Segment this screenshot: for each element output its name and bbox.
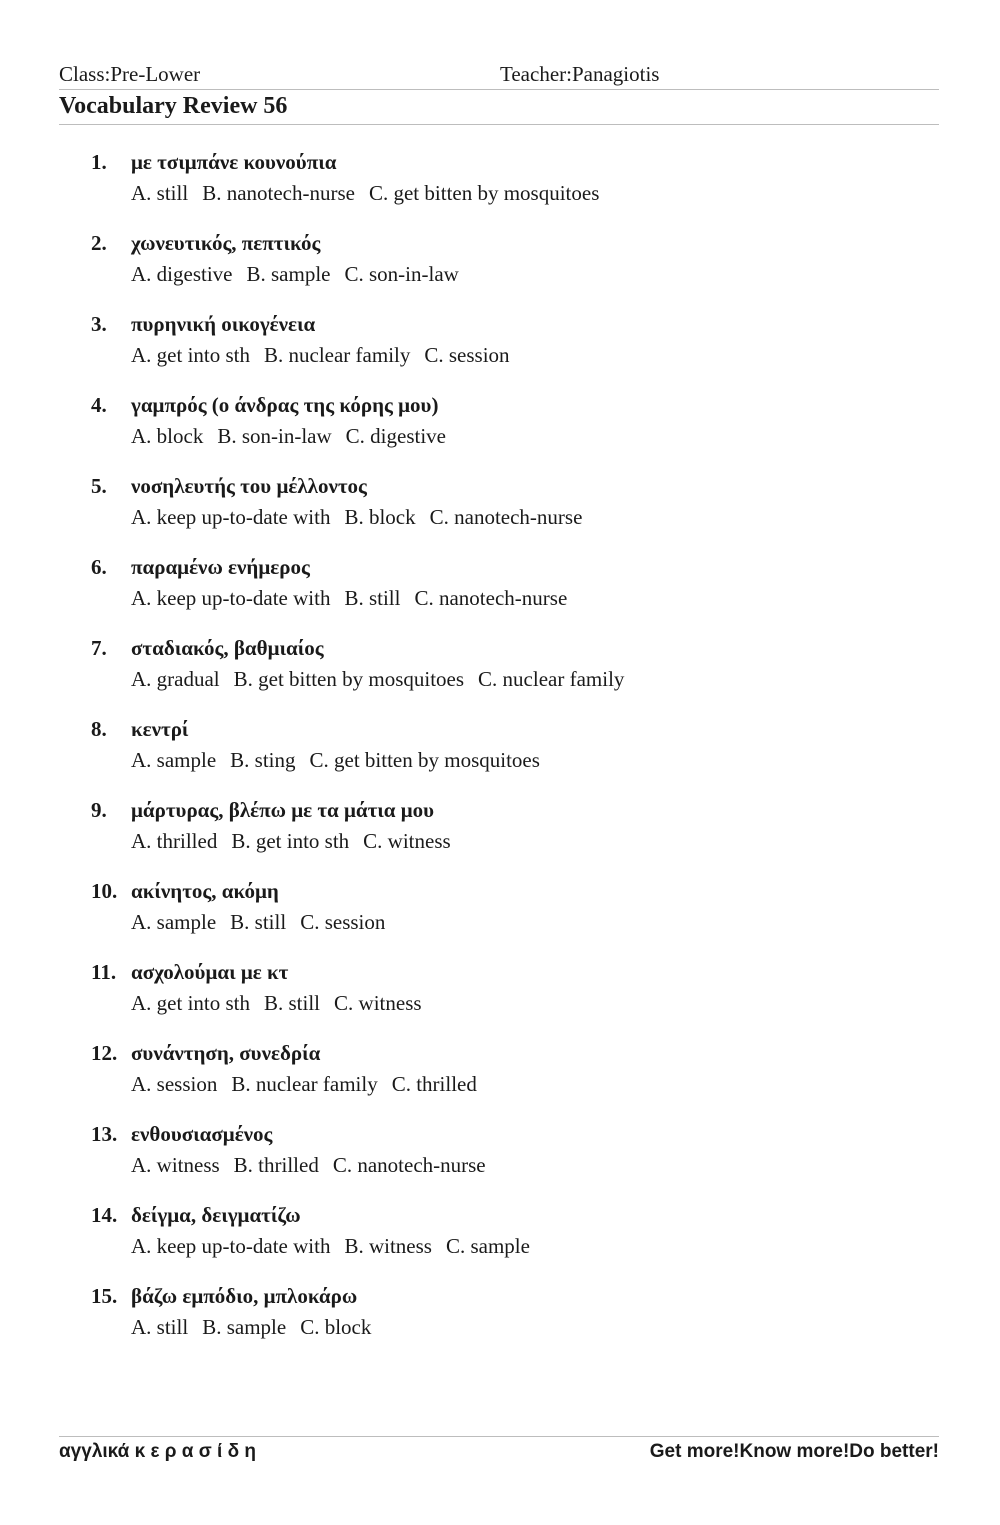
answer-option[interactable]: C. thrilled	[391, 1072, 477, 1096]
question-prompt: χωνευτικός, πεπτικός	[131, 231, 321, 255]
answer-option[interactable]: B. thrilled	[233, 1153, 319, 1177]
answer-option[interactable]: A. sample	[131, 910, 217, 934]
answer-options	[131, 586, 581, 611]
answer-options	[131, 181, 613, 206]
question-item	[91, 1041, 941, 1122]
answer-option[interactable]: C. witness	[363, 829, 451, 853]
class-label: Class:Pre-Lower	[59, 62, 201, 86]
answer-option[interactable]: C. get bitten by mosquitoes	[368, 181, 600, 205]
answer-options	[131, 829, 465, 854]
question-number: 14.	[91, 1203, 118, 1227]
question-item	[91, 150, 941, 231]
question-number: 10.	[91, 879, 118, 903]
teacher-label: Teacher:Panagiotis	[500, 62, 660, 86]
question-item	[91, 1122, 941, 1203]
question-item	[91, 879, 941, 960]
answer-options	[131, 667, 638, 692]
question-prompt: πυρηνική οικογένεια	[131, 312, 316, 336]
answer-option[interactable]: C. get bitten by mosquitoes	[309, 748, 540, 772]
answer-option[interactable]: A. keep up-to-date with	[131, 505, 331, 529]
answer-option[interactable]: C. session	[300, 910, 386, 934]
answer-option[interactable]: B. sample	[246, 262, 331, 286]
question-number: 5.	[91, 474, 107, 498]
answer-option[interactable]: A. keep up-to-date with	[131, 586, 331, 610]
question-prompt: παραμένω ενήμερος	[131, 555, 310, 579]
answer-option[interactable]: A. still	[131, 1315, 189, 1339]
answer-option[interactable]: B. son-in-law	[217, 424, 332, 448]
question-prompt: κεντρί	[131, 717, 189, 741]
question-number: 6.	[91, 555, 107, 579]
answer-option[interactable]: A. thrilled	[131, 829, 218, 853]
answer-options	[131, 424, 460, 449]
answer-option[interactable]: A. get into sth	[131, 343, 250, 367]
answer-option[interactable]: A. get into sth	[131, 991, 250, 1015]
question-prompt: δείγμα, δειγματίζω	[131, 1203, 301, 1227]
question-prompt: μάρτυρας, βλέπω με τα μάτια μου	[131, 798, 435, 822]
question-list	[91, 150, 941, 1365]
question-number: 2.	[91, 231, 107, 255]
question-number: 8.	[91, 717, 107, 741]
question-item	[91, 636, 941, 717]
question-number: 12.	[91, 1041, 118, 1065]
answer-option[interactable]: B. nanotech-nurse	[202, 181, 355, 205]
answer-option[interactable]: C. witness	[334, 991, 422, 1015]
question-number: 1.	[91, 150, 107, 174]
answer-option[interactable]: C. digestive	[345, 424, 446, 448]
question-item	[91, 1284, 941, 1365]
question-prompt: με τσιμπάνε κουνούπια	[131, 150, 337, 174]
question-number: 3.	[91, 312, 107, 336]
answer-options	[131, 1315, 385, 1340]
question-item	[91, 1203, 941, 1284]
answer-option[interactable]: B. still	[264, 991, 321, 1015]
footer-slogan: Get more!Know more!Do better!	[649, 1441, 939, 1462]
question-item	[91, 798, 941, 879]
answer-option[interactable]: C. block	[300, 1315, 372, 1339]
question-prompt: ασχολούμαι με κτ	[131, 960, 289, 984]
answer-option[interactable]: A. witness	[131, 1153, 220, 1177]
question-prompt: σταδιακός, βαθμιαίος	[131, 636, 324, 660]
answer-options	[131, 262, 473, 287]
answer-option[interactable]: A. sample	[131, 748, 217, 772]
question-item	[91, 555, 941, 636]
answer-option[interactable]: B. sample	[202, 1315, 287, 1339]
question-prompt: ακίνητος, ακόμη	[131, 879, 279, 903]
question-number: 7.	[91, 636, 107, 660]
question-item	[91, 231, 941, 312]
footer-brand: αγγλικά κ ε ρ α σ ί δ η	[59, 1441, 256, 1462]
answer-options	[131, 910, 399, 935]
answer-options	[131, 343, 524, 368]
answer-options	[131, 1153, 500, 1178]
answer-option[interactable]: C. session	[424, 343, 510, 367]
question-item	[91, 474, 941, 555]
question-item	[91, 960, 941, 1041]
question-prompt: συνάντηση, συνεδρία	[131, 1041, 321, 1065]
footer-divider	[59, 1436, 939, 1437]
answer-option[interactable]: C. nuclear family	[478, 667, 625, 691]
answer-option[interactable]: B. still	[230, 910, 287, 934]
answer-option[interactable]: B. witness	[344, 1234, 432, 1258]
question-item	[91, 312, 941, 393]
answer-option[interactable]: A. still	[131, 181, 189, 205]
question-number: 15.	[91, 1284, 118, 1308]
worksheet-header	[59, 62, 939, 90]
question-number: 9.	[91, 798, 107, 822]
question-prompt: γαμπρός (ο άνδρας της κόρης μου)	[131, 393, 439, 417]
answer-option[interactable]: B. still	[344, 586, 401, 610]
answer-option[interactable]: B. nuclear family	[231, 1072, 378, 1096]
answer-options	[131, 1234, 544, 1259]
answer-option[interactable]: A. digestive	[131, 262, 233, 286]
answer-option[interactable]: C. sample	[445, 1234, 530, 1258]
answer-option[interactable]: A. keep up-to-date with	[131, 1234, 331, 1258]
question-number: 11.	[91, 960, 117, 984]
answer-option[interactable]: C. son-in-law	[344, 262, 459, 286]
question-item	[91, 717, 941, 798]
page-title: Vocabulary Review 56	[59, 93, 939, 125]
answer-options	[131, 748, 554, 773]
question-prompt: ενθουσιασμένος	[131, 1122, 273, 1146]
answer-option[interactable]: C. nanotech-nurse	[332, 1153, 486, 1177]
answer-option[interactable]: B. block	[344, 505, 416, 529]
answer-option[interactable]: B. get into sth	[231, 829, 350, 853]
question-item	[91, 393, 941, 474]
answer-option[interactable]: A. block	[131, 424, 204, 448]
answer-option[interactable]: C. nanotech-nurse	[429, 505, 583, 529]
answer-option[interactable]: A. session	[131, 1072, 218, 1096]
answer-option[interactable]: B. nuclear family	[264, 343, 411, 367]
question-prompt: νοσηλευτής του μέλλοντος	[131, 474, 367, 498]
answer-option[interactable]: B. get bitten by mosquitoes	[233, 667, 465, 691]
answer-options	[131, 505, 596, 530]
answer-option[interactable]: B. sting	[230, 748, 296, 772]
answer-options	[131, 991, 436, 1016]
answer-options	[131, 1072, 491, 1097]
question-number: 13.	[91, 1122, 118, 1146]
answer-option[interactable]: A. gradual	[131, 667, 220, 691]
question-prompt: βάζω εμπόδιο, μπλοκάρω	[131, 1284, 358, 1308]
answer-option[interactable]: C. nanotech-nurse	[414, 586, 568, 610]
question-number: 4.	[91, 393, 107, 417]
